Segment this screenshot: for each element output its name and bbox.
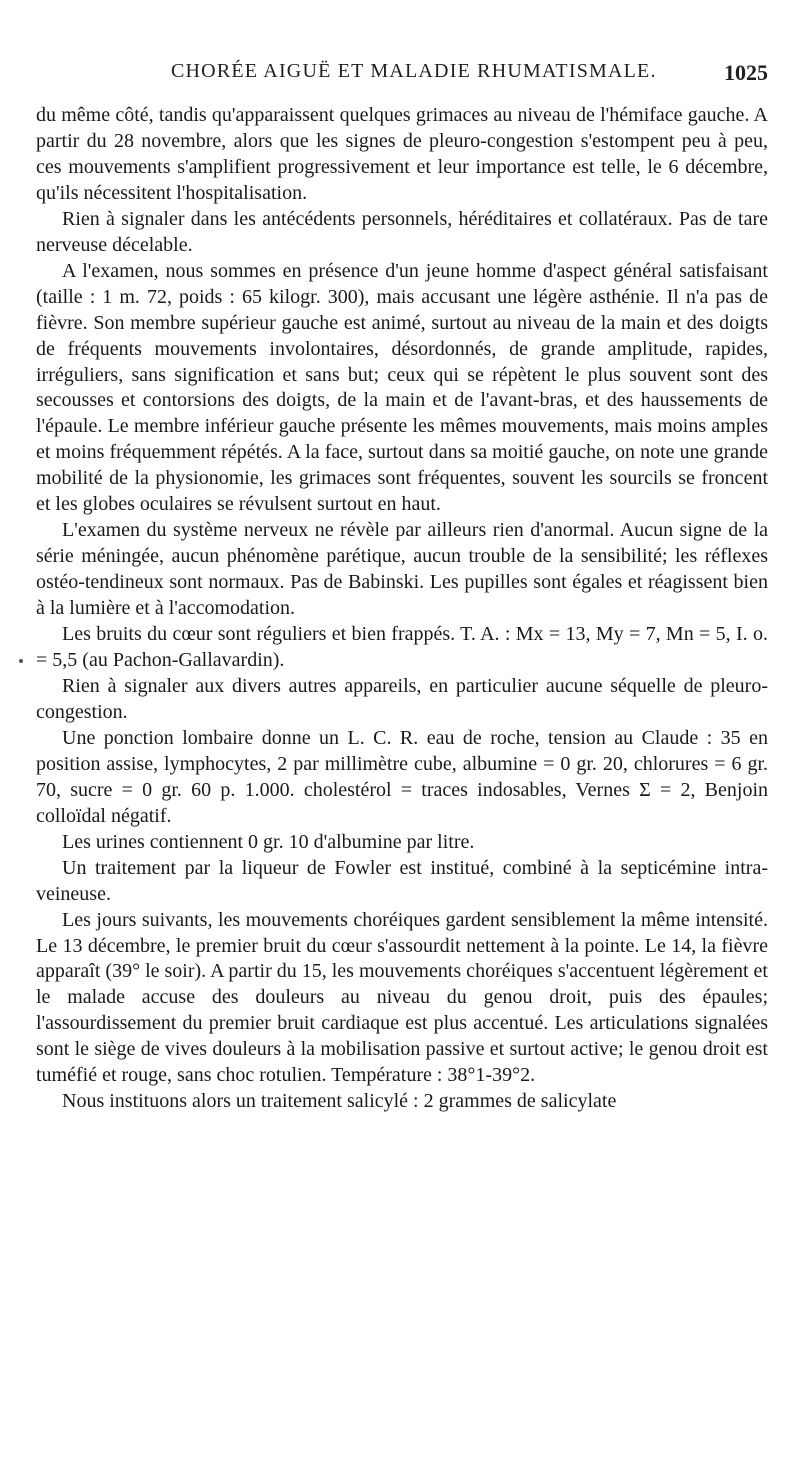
paragraph-nervous-system: L'examen du système nerveux ne révèle par ailleurs rien d'anormal. Aucun signe de la série méningée, aucun phénomène parétique, aucun trouble de la sensibilité; les réflexes ostéo-tendineux sont normaux. Pas de Babinski. Les pupilles sont égales et réagissent bien à la lumière et à l'accomodation. [36,519,768,620]
paragraph-treatment: Un traitement par la liqueur de Fowler est institué, combiné à la septicémine intra-veineuse. [36,856,768,905]
paragraph-antecedents: Rien à signaler dans les antécédents personnels, héréditaires et collatéraux. Pas de tare nerveuse décelable. [36,207,768,256]
paragraph-following-days: Les jours suivants, les mouvements choréiques gardent sensiblement la même intensité. Le 13 décembre, le premier bruit du cœur s'assourdit nettement à la pointe. Le 14, la fièvre apparaît (39° le soir). A partir du 15, les mouvements choréiques s'accentuent légèrement et le malade accuse des douleurs au niveau du genou droit, puis des épaules; l'assourdissement du premier bruit cardiaque est plus accentué. Les articulations signalées sont le siège de vives douleurs à la mobilisation passive et surtout active; le genou droit est tuméfié et rouge, sans choc rotulien. Température : 38°1-39°2. [36,908,768,1087]
page-header [36,60,768,90]
body-text [36,103,768,1115]
page-number: 1025 [724,60,768,85]
paragraph-salicylate: Nous instituons alors un traitement salicylé : 2 grammes de salicylate [62,1090,617,1113]
running-title: CHORÉE AIGUË ET MALADIE RHUMATISMALE. [171,60,657,82]
margin-dot [19,659,23,663]
paragraph-examination: A l'examen, nous sommes en présence d'un jeune homme d'aspect général satisfaisant (taille : 1 m. 72, poids : 65 kilogr. 300), mais accusant une légère asthénie. Il n'a pas de fièvre. Son membre supérieur gauche est animé, surtout au niveau de la main et des doigts de fréquents mouvements involontaires, désordonnés, de grande amplitude, rapides, irréguliers, sans signification et sans but; ceux qui se répètent le plus souvent sont des secousses et contorsions des doigts, de la main et de l'avant-bras, et des haussements de l'épaule. Le membre inférieur gauche présente les mêmes mouvements, mais moins amples et moins fréquemment répétés. A la face, surtout dans sa moitié gauche, on note une grande mobilité de la physionomie, les grimaces sont fréquentes, souvent les sourcils se froncent et les globes oculaires se révulsent surtout en haut. [36,259,768,516]
paragraph-other-systems: Rien à signaler aux divers autres appareils, en particulier aucune séquelle de pleuro-congestion. [36,674,768,723]
paragraph-heart: Les bruits du cœur sont réguliers et bien frappés. T. A. : Mx = 13, My = 7, Mn = 5, I. o. = 5,5 (au Pachon-Gallavardin). [36,623,768,672]
paragraph-continuation: du même côté, tandis qu'apparaissent quelques grimaces au niveau de l'hémiface gauche. A partir du 28 novembre, alors que les signes de pleuro-congestion s'estompent peu à peu, ces mouvements s'amplifient progressivement et leur importance est telle, le 6 décembre, qu'ils nécessitent l'hospitalisation. [36,104,768,204]
paragraph-lumbar-puncture: Une ponction lombaire donne un L. C. R. eau de roche, tension au Claude : 35 en position assise, lymphocytes, 2 par millimètre cube, albumine = 0 gr. 20, chlorures = 6 gr. 70, sucre = 0 gr. 60 p. 1.000. cholestérol = traces indosables, Vernes Σ = 2, Benjoin colloïdal négatif. [36,726,768,827]
paragraph-urine: Les urines contiennent 0 gr. 10 d'albumine par litre. [62,830,475,853]
